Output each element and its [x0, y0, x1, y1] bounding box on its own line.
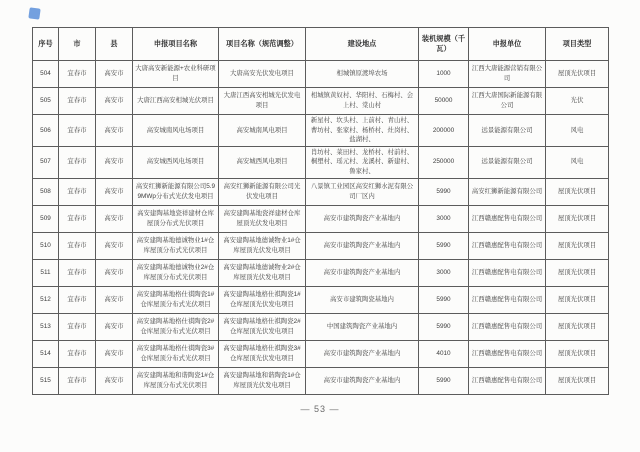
cell-project-type: 屋顶光伏项目	[546, 178, 609, 205]
cell-declared-project-name: 高安建陶基地和谐陶瓷1#仓库屋顶分布式光伏项目	[133, 367, 219, 394]
cell-serial-number: 508	[33, 178, 59, 205]
cell-declaring-unit: 远景能源有限公司	[469, 146, 546, 178]
cell-declared-project-name: 高安建陶基地格仕祺陶瓷2#仓库屋顶分布式光伏项目	[133, 313, 219, 340]
cell-standardized-project-name: 高安建陶基地格仕祺陶瓷2#仓库屋顶光伏发电项目	[219, 313, 306, 340]
cell-serial-number: 515	[33, 367, 59, 394]
cell-standardized-project-name: 大唐江西高安相城光伏发电项目	[219, 88, 306, 115]
cell-standardized-project-name: 高安建陶基地瓷祥建材仓库屋顶光伏发电项目	[219, 205, 306, 232]
cell-serial-number: 505	[33, 88, 59, 115]
cell-standardized-project-name: 大唐高安光伏发电项目	[219, 61, 306, 88]
cell-standardized-project-name: 高安建陶基地格仕祺陶瓷3#仓库屋顶光伏发电项目	[219, 340, 306, 367]
cell-installed-capacity-kw: 50000	[419, 88, 469, 115]
cell-construction-location: 高安市建筑陶瓷产业基地内	[306, 232, 419, 259]
cell-declared-project-name: 高安红狮新能源有限公司5.99MWp分布式光伏发电项目	[133, 178, 219, 205]
cell-declared-project-name: 高安建陶基地德诚物业1#仓库屋顶分布式光伏项目	[133, 232, 219, 259]
cell-construction-location: 高安市建筑陶瓷产业基地内	[306, 205, 419, 232]
cell-serial-number: 509	[33, 205, 59, 232]
cell-serial-number: 511	[33, 259, 59, 286]
column-header: 装机规模（千瓦）	[419, 28, 469, 61]
cell-installed-capacity-kw: 200000	[419, 115, 469, 147]
cell-project-type: 风电	[546, 115, 609, 147]
table-row	[33, 61, 609, 88]
cell-installed-capacity-kw: 5990	[419, 367, 469, 394]
cell-standardized-project-name: 高安城西风电项目	[219, 146, 306, 178]
table-row	[33, 232, 609, 259]
cell-declaring-unit: 江西赣惠配售电有限公司	[469, 313, 546, 340]
cell-declared-project-name: 高安建陶基地瓷祥建材仓库屋顶分布式光伏项目	[133, 205, 219, 232]
table-header	[33, 28, 609, 61]
column-header: 序号	[33, 28, 59, 61]
cell-declaring-unit: 江西赣惠配售电有限公司	[469, 232, 546, 259]
column-header: 项目类型	[546, 28, 609, 61]
table-row	[33, 340, 609, 367]
cell-construction-location: 高安市建筑陶瓷产业基地内	[306, 259, 419, 286]
cell-city: 宜春市	[59, 367, 96, 394]
column-header: 申报项目名称	[133, 28, 219, 61]
cell-project-type: 屋顶光伏项目	[546, 205, 609, 232]
cell-construction-location: 新星村、坎头村、上前村、青山村、曹坊村、张家村、杨桥村、灶岗村、盐湖村、	[306, 115, 419, 147]
table-row	[33, 178, 609, 205]
cell-county: 高安市	[96, 259, 133, 286]
cell-construction-location: 肖坊村、菜田村、龙桥村、村前村、桐塱村、瑶元村、龙溪村、新建村、鲁家村、	[306, 146, 419, 178]
column-header: 申报单位	[469, 28, 546, 61]
cell-project-type: 屋顶光伏项目	[546, 232, 609, 259]
cell-city: 宜春市	[59, 259, 96, 286]
cell-declaring-unit: 江西赣惠配售电有限公司	[469, 286, 546, 313]
cell-city: 宜春市	[59, 146, 96, 178]
cell-project-type: 屋顶光伏项目	[546, 340, 609, 367]
cell-construction-location: 高安市建筑陶瓷产业基地内	[306, 367, 419, 394]
cell-declaring-unit: 江西大唐国际新能源有限公司	[469, 88, 546, 115]
cell-declared-project-name: 高安建陶基地格仕祺陶瓷1#仓库屋顶分布式光伏项目	[133, 286, 219, 313]
cell-city: 宜春市	[59, 88, 96, 115]
cell-project-type: 屋顶光伏项目	[546, 367, 609, 394]
cell-standardized-project-name: 高安建陶基地格仕祺陶瓷1#仓库屋顶光伏发电项目	[219, 286, 306, 313]
cell-project-type: 屋顶光伏项目	[546, 61, 609, 88]
cell-project-type: 屋顶光伏项目	[546, 259, 609, 286]
cell-city: 宜春市	[59, 178, 96, 205]
cell-installed-capacity-kw: 4010	[419, 340, 469, 367]
cell-serial-number: 506	[33, 115, 59, 147]
table-row	[33, 115, 609, 147]
cell-declared-project-name: 大唐高安新能源+农业科研项目	[133, 61, 219, 88]
table-row	[33, 88, 609, 115]
cell-county: 高安市	[96, 88, 133, 115]
cell-city: 宜春市	[59, 232, 96, 259]
cell-installed-capacity-kw: 5990	[419, 178, 469, 205]
cell-declared-project-name: 高安建陶基地格仕祺陶瓷3#仓库屋顶分布式光伏项目	[133, 340, 219, 367]
cell-standardized-project-name: 高安建陶基地和谐陶瓷1#仓库屋顶光伏发电项目	[219, 367, 306, 394]
cell-installed-capacity-kw: 5990	[419, 286, 469, 313]
cell-declaring-unit: 江西赣惠配售电有限公司	[469, 367, 546, 394]
cell-city: 宜春市	[59, 115, 96, 147]
cell-city: 宜春市	[59, 313, 96, 340]
cell-standardized-project-name: 高安建陶基地德诚物业2#仓库屋顶光伏发电项目	[219, 259, 306, 286]
table-row	[33, 205, 609, 232]
cell-city: 宜春市	[59, 286, 96, 313]
table-row	[33, 367, 609, 394]
cell-serial-number: 504	[33, 61, 59, 88]
cell-declaring-unit: 远景能源有限公司	[469, 115, 546, 147]
cell-declaring-unit: 江西赣惠配售电有限公司	[469, 205, 546, 232]
cell-declared-project-name: 高安城西风电场项目	[133, 146, 219, 178]
column-header: 项目名称（规范调整）	[219, 28, 306, 61]
cell-serial-number: 510	[33, 232, 59, 259]
cell-construction-location: 中国建筑陶瓷产业基地内	[306, 313, 419, 340]
cell-construction-location: 相城镇原渡埠农场	[306, 61, 419, 88]
cell-serial-number: 507	[33, 146, 59, 178]
cell-declaring-unit: 江西大唐能源营销有限公司	[469, 61, 546, 88]
cell-declared-project-name: 高安建陶基地德诚物业2#仓库屋顶分布式光伏项目	[133, 259, 219, 286]
cell-project-type: 屋顶光伏项目	[546, 313, 609, 340]
cell-county: 高安市	[96, 286, 133, 313]
cell-standardized-project-name: 高安城南风电项目	[219, 115, 306, 147]
cell-city: 宜春市	[59, 205, 96, 232]
cell-project-type: 光伏	[546, 88, 609, 115]
cell-construction-location: 相城镇黄奴村、华阳村、石梅村、会上村、棠山村	[306, 88, 419, 115]
cell-installed-capacity-kw: 1000	[419, 61, 469, 88]
cell-installed-capacity-kw: 250000	[419, 146, 469, 178]
table-row	[33, 313, 609, 340]
project-declaration-table	[32, 27, 609, 395]
table-body	[33, 61, 609, 395]
cell-county: 高安市	[96, 367, 133, 394]
table-header-row	[33, 28, 609, 61]
cell-installed-capacity-kw: 5990	[419, 232, 469, 259]
cell-project-type: 屋顶光伏项目	[546, 286, 609, 313]
cell-county: 高安市	[96, 340, 133, 367]
cell-county: 高安市	[96, 232, 133, 259]
blue-page-marker-icon	[28, 7, 40, 19]
cell-county: 高安市	[96, 146, 133, 178]
cell-declaring-unit: 江西赣惠配售电有限公司	[469, 259, 546, 286]
cell-city: 宜春市	[59, 340, 96, 367]
cell-declaring-unit: 高安红狮新能源有限公司	[469, 178, 546, 205]
column-header: 市	[59, 28, 96, 61]
cell-standardized-project-name: 高安红狮新能源有限公司光伏发电项目	[219, 178, 306, 205]
table-row	[33, 286, 609, 313]
cell-county: 高安市	[96, 313, 133, 340]
table-row	[33, 259, 609, 286]
column-header: 建设地点	[306, 28, 419, 61]
cell-serial-number: 513	[33, 313, 59, 340]
cell-installed-capacity-kw: 5990	[419, 313, 469, 340]
cell-construction-location: 高安市建筑陶瓷基地内	[306, 286, 419, 313]
cell-serial-number: 512	[33, 286, 59, 313]
cell-installed-capacity-kw: 3000	[419, 259, 469, 286]
cell-declaring-unit: 江西赣惠配售电有限公司	[469, 340, 546, 367]
cell-standardized-project-name: 高安建陶基地德诚物业1#仓库屋顶光伏发电项目	[219, 232, 306, 259]
cell-declared-project-name: 高安城南风电场项目	[133, 115, 219, 147]
cell-installed-capacity-kw: 3000	[419, 205, 469, 232]
table-row	[33, 146, 609, 178]
cell-county: 高安市	[96, 205, 133, 232]
page-number: — 53 —	[300, 404, 340, 414]
cell-city: 宜春市	[59, 61, 96, 88]
cell-county: 高安市	[96, 115, 133, 147]
cell-construction-location: 八景镇工业园区高安红狮水泥有限公司厂区内	[306, 178, 419, 205]
cell-declared-project-name: 大唐江西高安相城光伏项目	[133, 88, 219, 115]
cell-county: 高安市	[96, 178, 133, 205]
cell-project-type: 风电	[546, 146, 609, 178]
cell-construction-location: 高安市建筑陶瓷产业基地内	[306, 340, 419, 367]
cell-serial-number: 514	[33, 340, 59, 367]
column-header: 县	[96, 28, 133, 61]
cell-county: 高安市	[96, 61, 133, 88]
